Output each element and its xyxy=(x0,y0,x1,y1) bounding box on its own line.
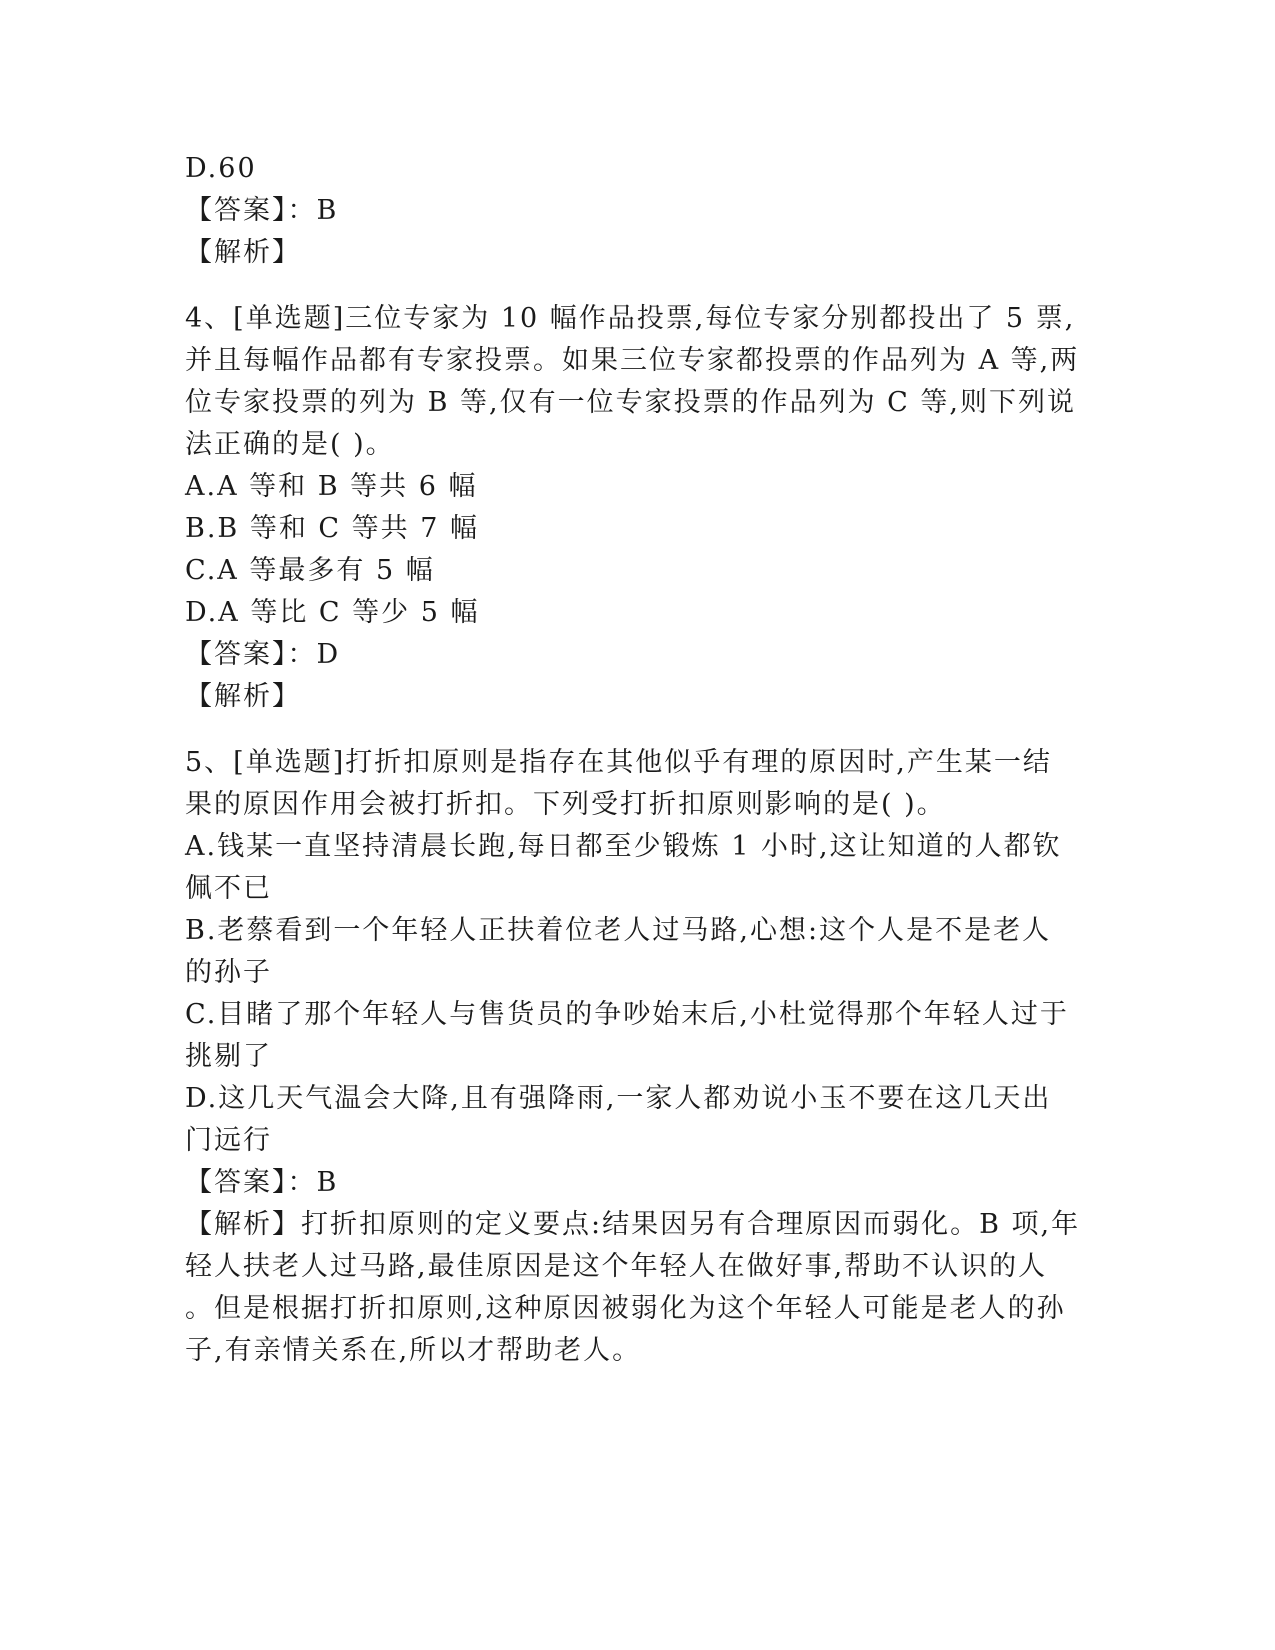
q5-option-line: B.老蔡看到一个年轻人正扶着位老人过马路,心想:这个人是不是老人 xyxy=(185,915,1052,946)
document-page xyxy=(185,148,1085,1372)
q3-analysis: 【解析】 xyxy=(185,237,301,268)
q3-option-d: D.60 xyxy=(185,153,257,184)
spacer xyxy=(185,274,1085,298)
spacer xyxy=(185,718,1085,742)
q4-stem-line: 并且每幅作品都有专家投票。如果三位专家都投票的作品列为 A 等,两 xyxy=(185,345,1080,376)
q4-stem-line: 位专家投票的列为 B 等,仅有一位专家投票的作品列为 C 等,则下列说 xyxy=(185,387,1076,418)
q5-option-line: 门远行 xyxy=(185,1125,272,1156)
q5-option-line: 挑剔了 xyxy=(185,1041,272,1072)
q4-answer: 【答案】：D xyxy=(185,639,341,670)
q5-answer: 【答案】：B xyxy=(185,1167,339,1198)
q5-analysis-line: 。但是根据打折扣原则,这种原因被弱化为这个年轻人可能是老人的孙 xyxy=(185,1293,1066,1324)
q5-analysis-line: 子,有亲情关系在,所以才帮助老人。 xyxy=(185,1335,642,1366)
q5-option-line: C.目睹了那个年轻人与售货员的争吵始末后,小杜觉得那个年轻人过于 xyxy=(185,999,1069,1030)
q4-option-a: A.A 等和 B 等共 6 幅 xyxy=(185,471,478,502)
q5-option-line: A.钱某一直坚持清晨长跑,每日都至少锻炼 1 小时,这让知道的人都钦 xyxy=(185,831,1062,862)
q5-stem-line: 果的原因作用会被打折扣。下列受打折扣原则影响的是( )。 xyxy=(185,789,946,820)
q4-analysis: 【解析】 xyxy=(185,681,301,712)
q4-option-d: D.A 等比 C 等少 5 幅 xyxy=(185,597,480,628)
question-4 xyxy=(185,298,1085,718)
q5-option-line: 的孙子 xyxy=(185,957,272,988)
q5-stem-line: 5、[单选题]打折扣原则是指存在其他似乎有理的原因时,产生某一结 xyxy=(185,747,1052,778)
q5-analysis-line: 轻人扶老人过马路,最佳原因是这个年轻人在做好事,帮助不认识的人 xyxy=(185,1251,1048,1282)
q4-option-b: B.B 等和 C 等共 7 幅 xyxy=(185,513,480,544)
q4-stem-line: 法正确的是( )。 xyxy=(185,429,395,460)
q5-option-line: 佩不已 xyxy=(185,873,272,904)
q4-option-c: C.A 等最多有 5 幅 xyxy=(185,555,435,586)
question-5 xyxy=(185,742,1085,1372)
q5-analysis-line: 【解析】打折扣原则的定义要点:结果因另有合理原因而弱化。B 项,年 xyxy=(185,1209,1081,1240)
q5-option-line: D.这几天气温会大降,且有强降雨,一家人都劝说小玉不要在这几天出 xyxy=(185,1083,1052,1114)
q4-stem-line: 4、[单选题]三位专家为 10 幅作品投票,每位专家分别都投出了 5 票, xyxy=(185,303,1076,334)
q3-answer: 【答案】：B xyxy=(185,195,339,226)
